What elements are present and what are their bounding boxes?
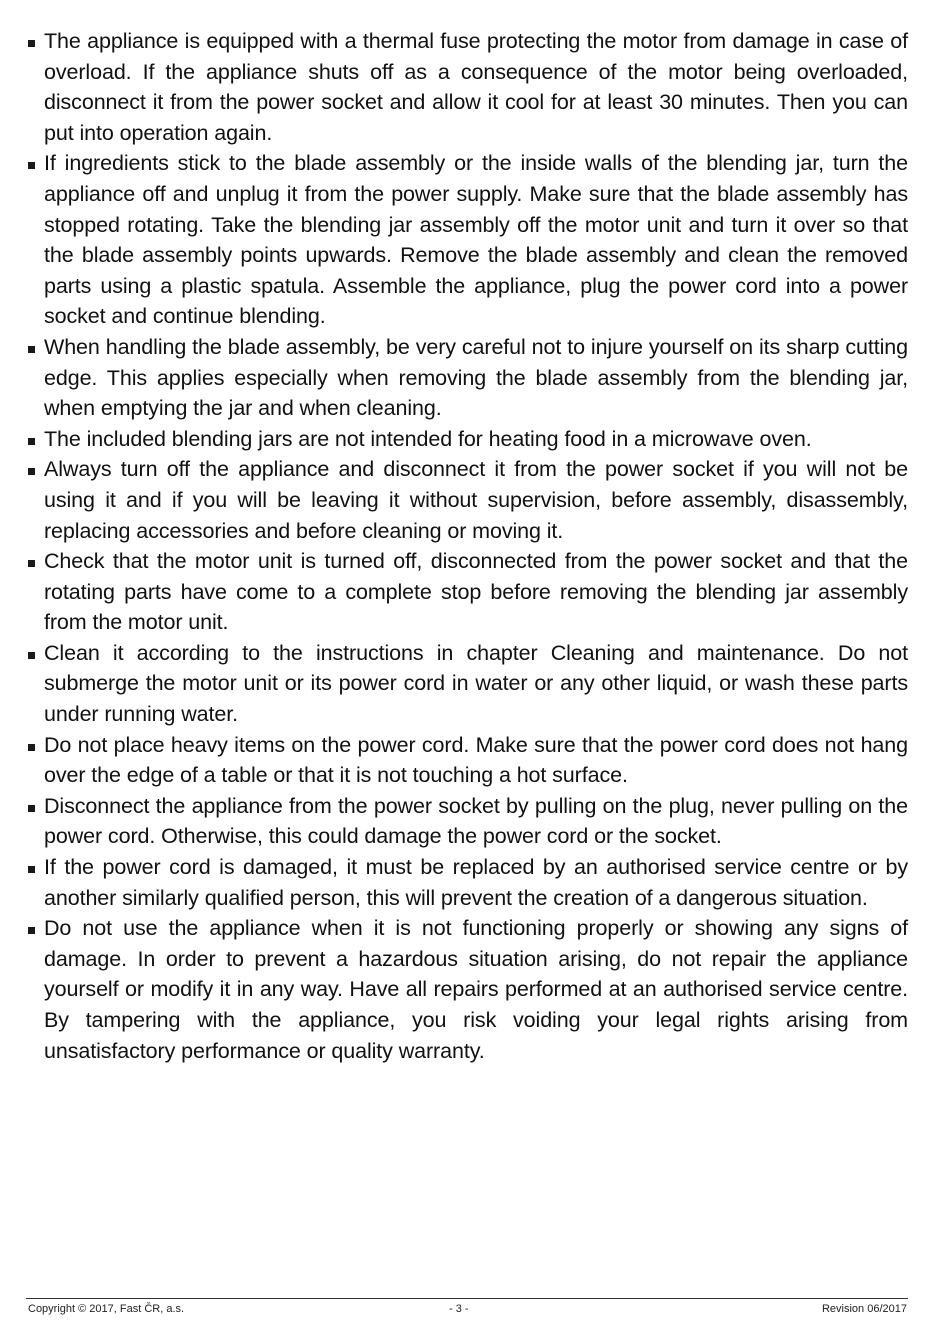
square-bullet-icon [28,927,35,934]
list-item [26,332,908,424]
list-item-text: When handling the blade assembly, be very careful not to injure yourself on its sharp cutting edge. This applies especially when removing the blade assembly from the blending jar, when emptying the jar and when cleaning. [44,334,908,421]
square-bullet-icon [28,346,35,353]
list-item-text: The appliance is equipped with a thermal fuse protecting the motor from damage in case of overload. If the appliance shuts off as a consequence of the motor being overloaded, disconnect it from the power socket and allow it cool for at least 30 minutes. Then you can put into operation again. [44,29,908,145]
footer-page-number: - 3 - [449,1303,469,1315]
list-item-text: Clean it according to the instructions in chapter Cleaning and maintenance. Do not submerge the motor unit or its power cord in water or any other liquid, or wash these parts under running water. [44,640,908,727]
list-item [26,638,908,730]
square-bullet-icon [28,805,35,812]
footer-revision: Revision 06/2017 [821,1303,907,1315]
list-item-text: Do not place heavy items on the power cord. Make sure that the power cord does not hang over the edge of a table or that it is not touching a hot surface. [44,732,908,788]
list-item-text: The included blending jars are not intended for heating food in a microwave oven. [44,426,812,451]
square-bullet-icon [28,40,35,47]
list-item [26,454,908,546]
square-bullet-icon [28,866,35,873]
list-item [26,26,908,148]
list-item [26,913,908,1066]
square-bullet-icon [28,652,35,659]
list-item-text: Do not use the appliance when it is not functioning properly or showing any signs of damage. In order to prevent a hazardous situation arising, do not repair the appliance yourself or modify it in any way. Have all repairs performed at an authorised service centre. By tampering with the appliance, you risk voiding your legal rights arising from unsatisfactory performance or quality warranty. [44,916,908,1063]
square-bullet-icon [28,162,35,169]
square-bullet-icon [28,468,35,475]
list-item [26,852,908,913]
list-item [26,730,908,791]
square-bullet-icon [28,744,35,751]
safety-instructions-list [26,26,908,1066]
list-item [26,424,908,455]
square-bullet-icon [28,438,35,445]
list-item-text: Check that the motor unit is turned off, disconnected from the power socket and that the rotating parts have come to a complete stop before removing the blending jar assembly from the motor unit. [44,549,908,635]
list-item-text: Always turn off the appliance and disconnect it from the power socket if you will not be using it and if you will be leaving it without supervision, before assembly, disassembly, replacing accessories and before cleaning or moving it. [44,457,908,543]
square-bullet-icon [28,560,35,567]
list-item-text: If ingredients stick to the blade assembly or the inside walls of the blending jar, turn the appliance off and unplug it from the power supply. Make sure that the blade assembly has stopped rotating. Take the blending jar assembly off the motor unit and turn it over so that the blade assembly points upwards. Remove the blade assembly and clean the removed parts using a plastic spatula. Assemble the appliance, plug the power cord into a power socket and continue blending. [44,151,908,329]
list-item-text: If the power cord is damaged, it must be replaced by an authorised service centre or by another similarly qualified person, this will prevent the creation of a dangerous situation. [44,855,908,910]
footer-divider [26,1298,908,1299]
list-item [26,546,908,638]
footer-copyright: Copyright © 2017, Fast ČR, a.s. [28,1303,185,1315]
list-item [26,148,908,332]
list-item [26,791,908,852]
list-item-text: Disconnect the appliance from the power socket by pulling on the plug, never pulling on the power cord. Otherwise, this could damage the power cord or the socket. [44,793,908,849]
